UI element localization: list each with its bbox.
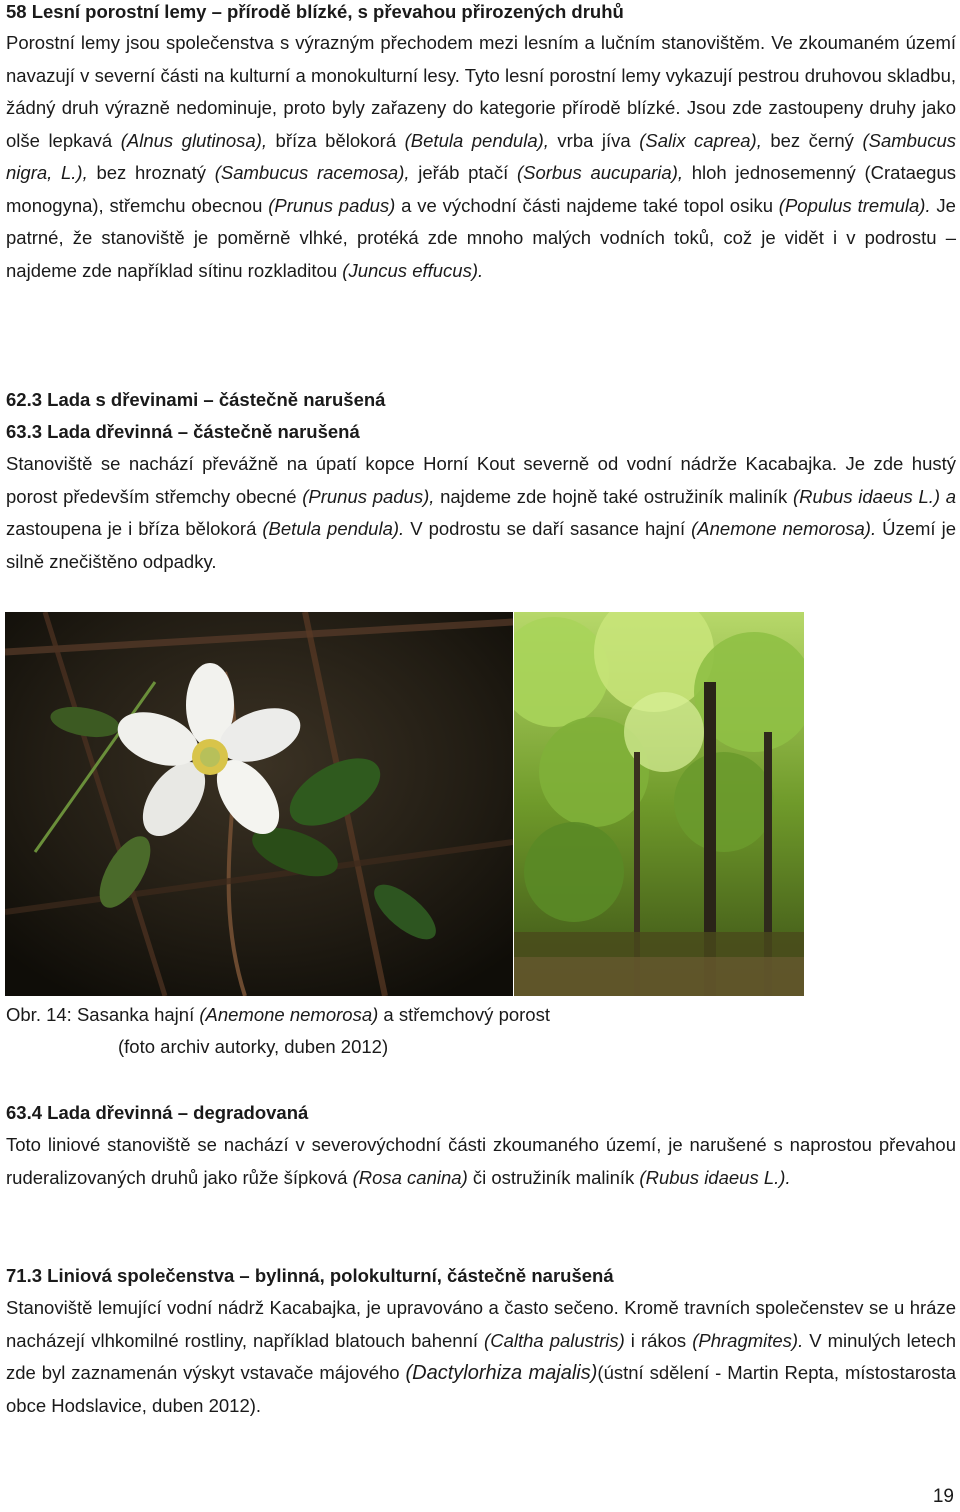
section-heading: 63.4 Lada dřevinná – degradovaná <box>6 1102 309 1123</box>
caption-line-1: Obr. 14: Sasanka hajní (Anemone nemorosa) a střemchový porost <box>6 1004 550 1025</box>
section-71-3 <box>6 1264 956 1422</box>
section-62-3 <box>6 388 956 412</box>
section-heading: 71.3 Liniová společenstva – bylinná, polokulturní, částečně narušená <box>6 1265 614 1286</box>
section-heading: 58 Lesní porostní lemy – přírodě blízké, s převahou přirozených druhů <box>6 1 624 22</box>
section-paragraph: Stanoviště lemující vodní nádrž Kacabajka, je upravováno a často sečeno. Kromě travních společenstev se u hráze nacházejí vlhkomilné rostliny, například blatouch bahenní (Caltha palustris) i rákos (Phragmites). V minulých letech zde byl zaznamenán výskyt vstavače májového (Dactylorhiza majalis)(ústní sdělení - Martin Repta, místostarosta obce Hodslavice, duben 2012). <box>6 1297 957 1416</box>
section-paragraph: Porostní lemy jsou společenstva s výrazným přechodem mezi lesním a lučním stanovištěm. Ve zkoumaném území navazují v severní části na kulturní a monokulturní lesy. Tyto lesní porostní lemy vykazují pestrou druhovou skladbu, žádný druh výrazně nedominuje, proto byly zařazeny do kategorie přírodě blízké. Jsou zde zastoupeny druhy jako olše lepkavá (Alnus glutinosa), bříza bělokorá (Betula pendula), vrba jíva (Salix caprea), bez černý (Sambucus nigra, L.), bez hroznatý (Sambucus racemosa), jeřáb ptačí (Sorbus aucuparia), hloh jednosemenný (Crataegus monogyna), střemchu obecnou (Prunus padus) a ve východní části najdeme také topol osiku (Populus tremula). Je patrné, že stanoviště je poměrně vlhké, protéká zde mnoho malých vodních toků, což je vidět i v podrostu – najdeme zde například sítinu rozkladitou (Juncus effucus). <box>6 32 957 281</box>
section-paragraph: Toto liniové stanoviště se nachází v severovýchodní části zkoumaného území, je narušené s naprostou převahou ruderalizovaných druhů jako růže šípková (Rosa canina) či ostružiník maliník (Rubus idaeus L.). <box>6 1134 956 1188</box>
page-number: 19 <box>932 1486 954 1507</box>
section-63-3 <box>6 420 956 578</box>
anemone-image <box>5 612 513 996</box>
section-63-4 <box>6 1101 956 1194</box>
section-58 <box>6 0 956 287</box>
forest-image <box>514 612 804 996</box>
section-paragraph: Stanoviště se nachází převážně na úpatí kopce Horní Kout severně od vodní nádrže Kacabajka. Je zde hustý porost především střemchy obecné (Prunus padus), najdeme zde hojně také ostružiník maliník (Rubus idaeus L.) a zastoupena je i bříza bělokorá (Betula pendula). V podrostu se daří sasance hajní (Anemone nemorosa). Území je silně znečištěno odpadky. <box>6 453 957 572</box>
caption-line-2: (foto archiv autorky, duben 2012) <box>118 1036 389 1057</box>
figure-caption <box>6 999 550 1063</box>
section-heading: 62.3 Lada s dřevinami – částečně narušená <box>6 389 386 410</box>
section-heading: 63.3 Lada dřevinná – částečně narušená <box>6 421 360 442</box>
bird-cherry-stand-photo <box>514 612 804 996</box>
anemone-photo <box>5 612 513 996</box>
